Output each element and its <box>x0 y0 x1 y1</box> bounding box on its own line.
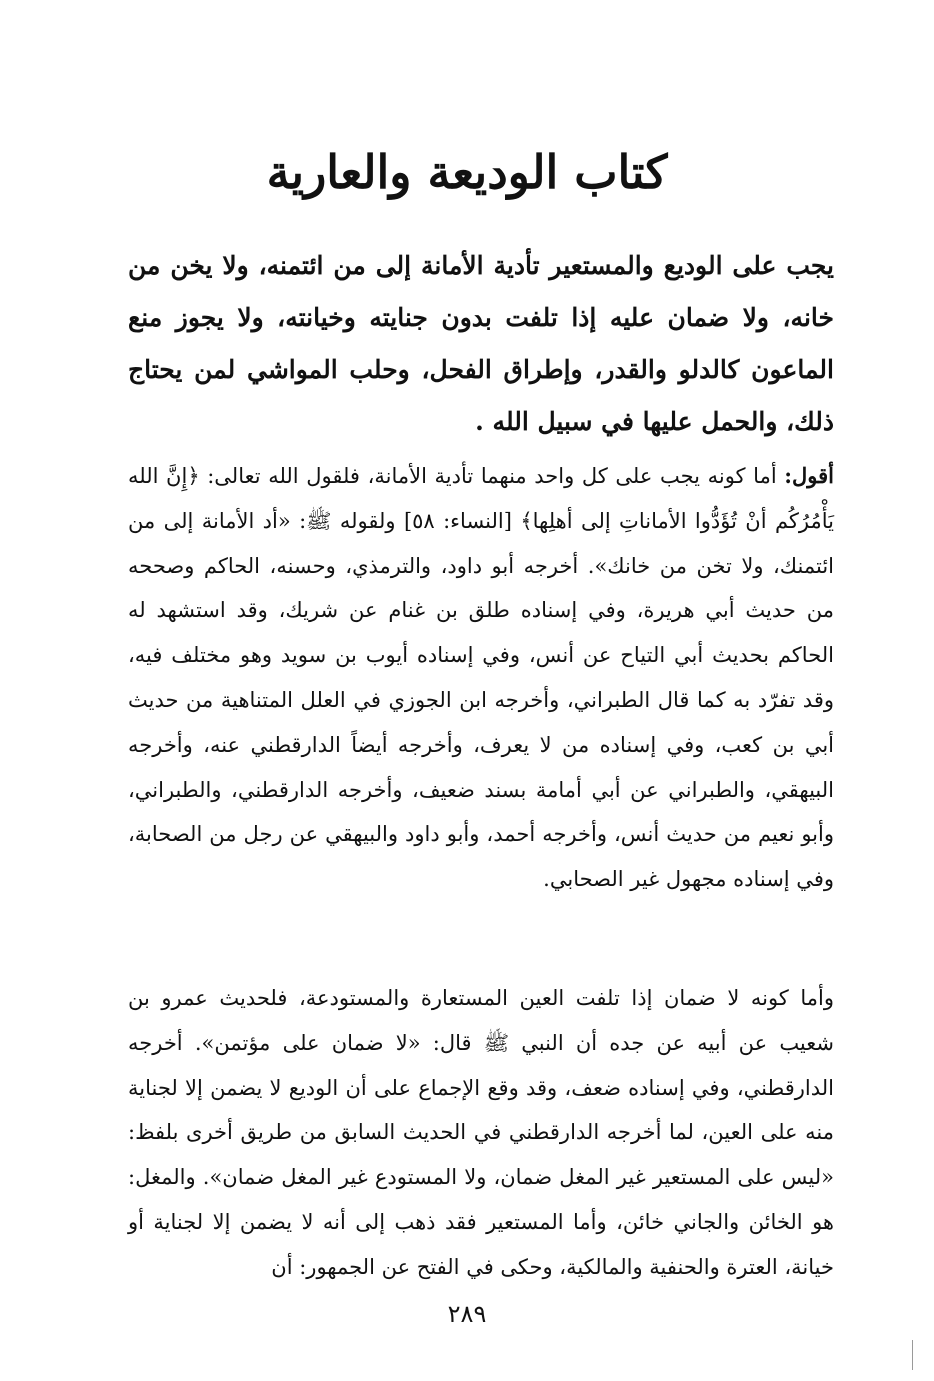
commentary-lead-word: أقول: <box>784 463 834 488</box>
chapter-title: كتاب الوديعة والعارية <box>266 145 668 199</box>
main-text-matn: يجب على الوديع والمستعير تأدية الأمانة إلى من ائتمنه، ولا يخن من خانه، ولا ضمان عليه إذا تلفت بدون جنايته وخيانته، ولا يجوز منع الماعون كالدلو والقدر، وإطراق الفحل، وحلب المواشي لمن يحتاج ذلك، والحمل عليها في سبيل الله . <box>128 251 834 436</box>
commentary-paragraph-1-text: أما كونه يجب على كل واحد منهما تأدية الأمانة، فلقول الله تعالى: ﴿إِنَّ الله يَأْمُرُكُم أنْ تُؤَدُّوا الأماناتِ إلى أهلِها﴾ [النساء: ٥٨] ولقوله ﷺ: «أد الأمانة إلى من ائتمنك، ولا تخن من خانك». أخرجه أبو داود، والترمذي، وحسنه، الحاكم وصححه من حديث أبي هريرة، وفي إسناده طلق بن غنام عن شريك، وقد استشهد له الحاكم بحديث أبي التياح عن أنس، وفي إسناده أيوب بن سويد وهو مختلف فيه، وقد تفرّد به كما قال الطبراني، وأخرجه ابن الجوزي في العلل المتناهية من حديث أبي بن كعب، وفي إسناده من لا يعرف، وأخرجه أيضاً الدارقطني عنه، وأخرجه البيهقي، والطبراني عن أبي أمامة بسند ضعيف، وأخرجه الدارقطني، والطبراني، وأبو نعيم من حديث أنس، وأخرجه أحمد، وأبو داود والبيهقي عن رجل من الصحابة، وفي إسناده مجهول غير الصحابي. <box>128 464 835 892</box>
scan-edge-mark <box>912 1340 913 1370</box>
page-number: ٢٨٩ <box>447 1300 487 1328</box>
commentary-paragraph-1 <box>128 454 834 902</box>
commentary-paragraph-2: وأما كونه لا ضمان إذا تلفت العين المستعارة والمستودعة، فلحديث عمرو بن شعيب عن أبيه عن جده أن النبي ﷺ قال: «لا ضمان على مؤتمن». أخرجه الدارقطني، وفي إسناده ضعف، وقد وقع الإجماع على أن الوديع لا يضمن إلا لجناية منه على العين، لما أخرجه الدارقطني في الحديث السابق من طريق أخرى بلفظ: «ليس على المستعير غير المغل ضمان، ولا المستودع غير المغل ضمان». والمغل: هو الخائن والجاني خائن، وأما المستعير فقد ذهب إلى أنه لا يضمن إلا لجناية أو خيانة، العترة والحنفية والمالكية، وحكى في الفتح عن الجمهور: أن <box>128 986 834 1279</box>
